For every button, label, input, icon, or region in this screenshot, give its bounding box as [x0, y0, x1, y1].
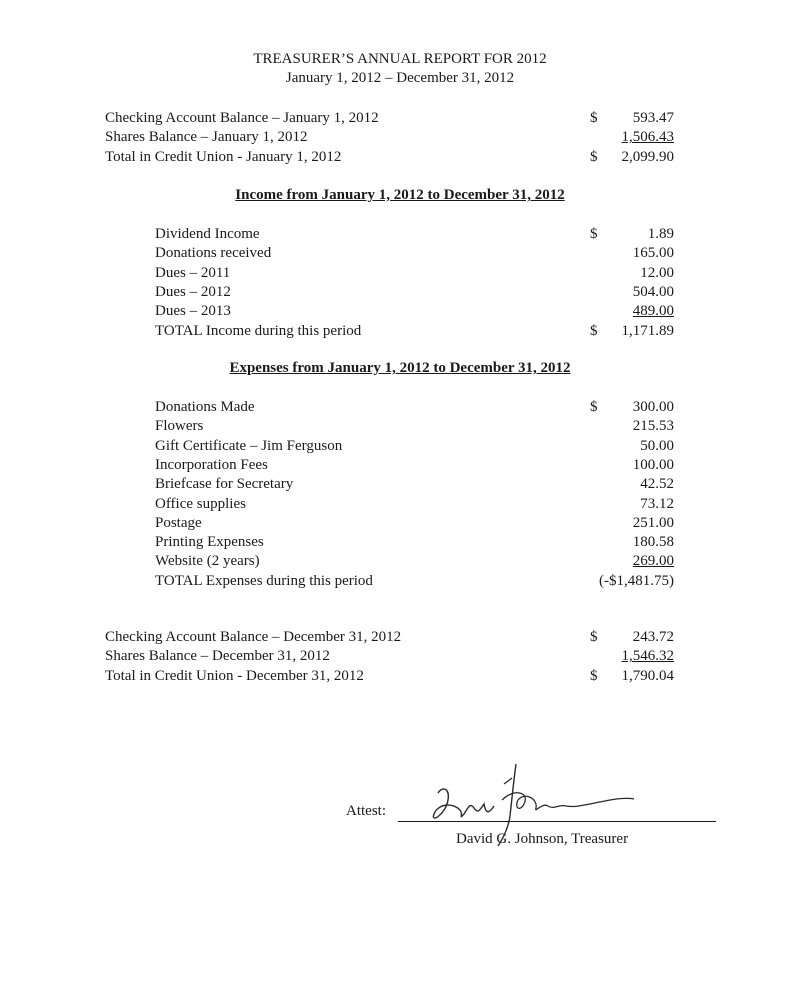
- line-item: [0, 456, 800, 475]
- line-item: [0, 437, 800, 456]
- line-item: [0, 398, 800, 417]
- line-item-label: Checking Account Balance – January 1, 2012: [105, 110, 379, 126]
- line-item-label: Shares Balance – January 1, 2012: [105, 129, 308, 146]
- line-item-amount: 165.00: [632, 245, 674, 262]
- line-item: [0, 225, 800, 244]
- line-item-amount: 269.00: [632, 553, 674, 570]
- line-item-amount: 180.58: [632, 534, 674, 551]
- line-item-amount: 251.00: [632, 514, 674, 531]
- line-item-label: Dividend Income: [155, 226, 260, 242]
- line-item-label: Printing Expenses: [155, 534, 264, 551]
- line-item-label: Checking Account Balance – December 31, 2012: [105, 629, 402, 645]
- line-item-label: Dues – 2012: [155, 283, 231, 300]
- line-item-label: Incorporation Fees: [155, 456, 268, 473]
- line-item-amount: 215.53: [632, 418, 674, 435]
- line-item: [0, 495, 800, 514]
- line-item: [0, 417, 800, 436]
- line-item-amount: 1,506.43: [621, 129, 674, 146]
- line-item-label: Flowers: [155, 418, 204, 435]
- expenses-title: Expenses from January 1, 2012 to December 31, 2012: [229, 360, 571, 376]
- currency-sign: $: [590, 399, 598, 415]
- report-period: January 1, 2012 – December 31, 2012: [285, 70, 515, 86]
- currency-sign: $: [590, 322, 598, 339]
- report-title: TREASURER’S ANNUAL REPORT FOR 2012: [253, 51, 547, 67]
- line-item: [0, 533, 800, 552]
- line-item-amount: 1.89: [647, 226, 674, 242]
- line-item: [0, 264, 800, 283]
- line-item-amount: 1,171.89: [621, 322, 674, 339]
- line-item-amount: 73.12: [640, 495, 674, 512]
- line-item-amount: 489.00: [632, 303, 674, 320]
- line-item: [0, 322, 800, 341]
- currency-sign: $: [590, 110, 598, 126]
- signer-name: David G. Johnson, Treasurer: [456, 831, 629, 847]
- line-item-label: Website (2 years): [155, 553, 260, 570]
- line-item: [0, 667, 800, 686]
- currency-sign: $: [590, 667, 598, 684]
- attest-label: Attest:: [346, 803, 386, 819]
- line-item-label: Dues – 2013: [155, 303, 231, 320]
- line-item-label: Dues – 2011: [155, 264, 231, 281]
- line-item: [0, 475, 800, 494]
- line-item: [0, 514, 800, 533]
- line-item-label: Office supplies: [155, 495, 246, 512]
- line-item-amount: 300.00: [632, 399, 674, 415]
- currency-sign: $: [590, 226, 598, 242]
- currency-sign: $: [590, 629, 598, 645]
- line-item-label: TOTAL Expenses during this period: [155, 572, 373, 589]
- line-item-amount: (-$1,481.75): [599, 572, 674, 589]
- line-item-amount: 100.00: [632, 456, 674, 473]
- line-item-label: Briefcase for Secretary: [155, 476, 294, 493]
- line-item-label: Total in Credit Union - December 31, 2012: [105, 667, 364, 684]
- line-item: [0, 148, 800, 167]
- line-item-label: Shares Balance – December 31, 2012: [105, 648, 330, 665]
- line-item-label: Donations received: [155, 245, 272, 262]
- line-item-amount: 42.52: [640, 476, 674, 493]
- line-item-label: Postage: [155, 514, 202, 531]
- line-item: [0, 302, 800, 321]
- line-item-amount: 504.00: [632, 283, 674, 300]
- line-item: [0, 628, 800, 647]
- line-item: [0, 128, 800, 147]
- income-title: Income from January 1, 2012 to December 31, 2012: [235, 187, 565, 203]
- line-item-label: TOTAL Income during this period: [155, 322, 362, 339]
- line-item-amount: 2,099.90: [621, 148, 674, 165]
- line-item-label: Gift Certificate – Jim Ferguson: [155, 437, 343, 454]
- line-item-amount: 12.00: [640, 264, 674, 281]
- line-item: [0, 552, 800, 571]
- line-item: [0, 109, 800, 128]
- line-item: [0, 647, 800, 666]
- currency-sign: $: [590, 148, 598, 165]
- line-item-amount: 1,546.32: [621, 648, 674, 665]
- line-item-amount: 1,790.04: [621, 667, 674, 684]
- line-item: [0, 572, 800, 591]
- line-item-label: Donations Made: [155, 399, 255, 415]
- line-item: [0, 283, 800, 302]
- line-item-label: Total in Credit Union - January 1, 2012: [105, 148, 342, 165]
- line-item-amount: 243.72: [632, 629, 674, 645]
- line-item-amount: 593.47: [632, 110, 674, 126]
- line-item: [0, 244, 800, 263]
- line-item-amount: 50.00: [640, 437, 674, 454]
